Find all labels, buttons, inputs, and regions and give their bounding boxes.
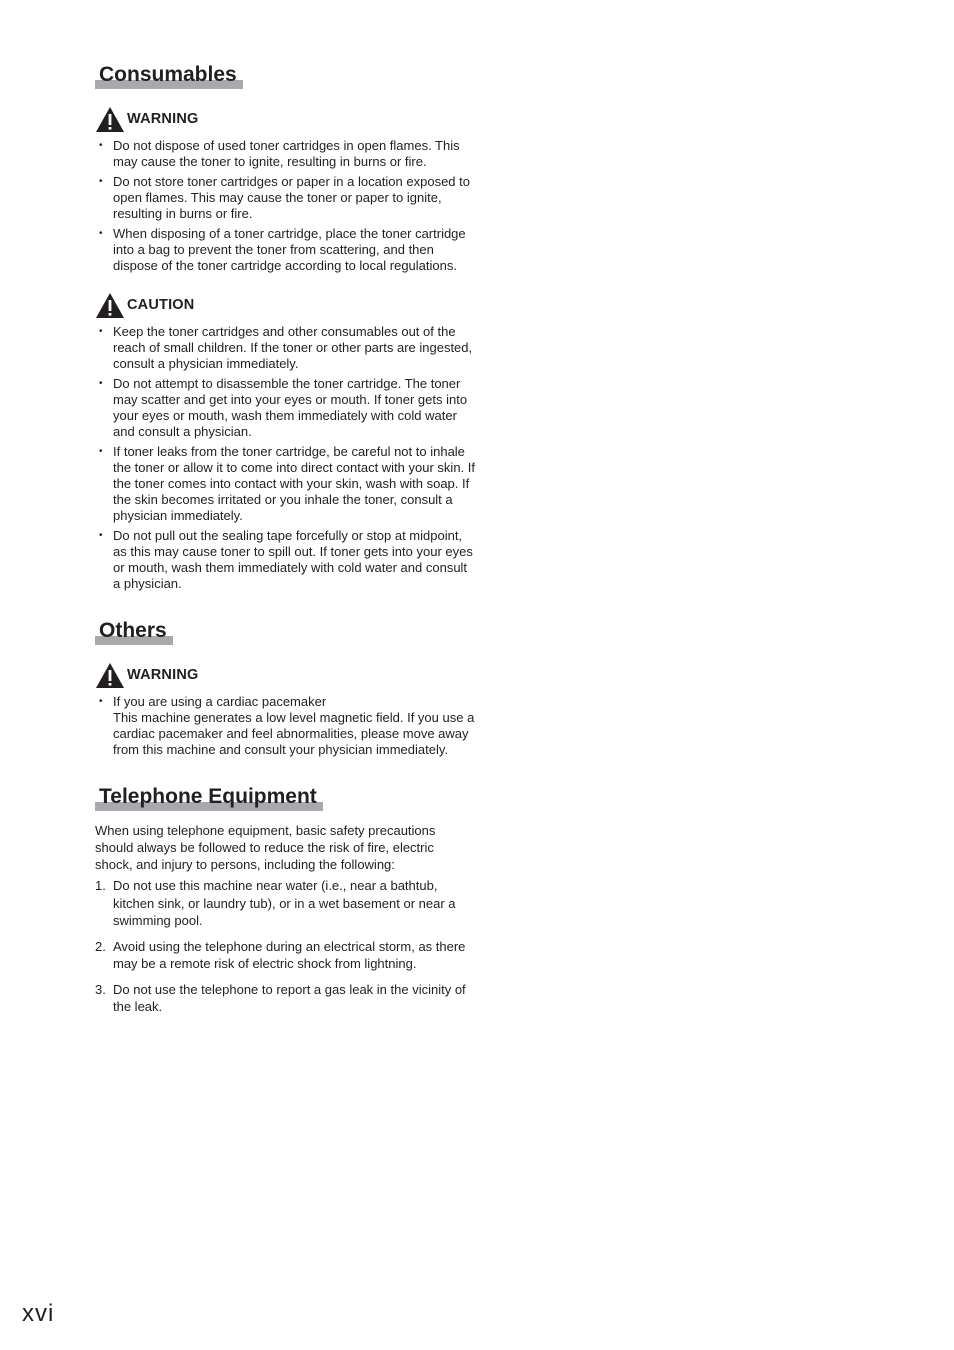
warning-notice bbox=[95, 660, 475, 690]
section-title-telephone-equipment: Telephone Equipment bbox=[99, 784, 323, 810]
telephone-intro: When using telephone equipment, basic safety precautions should always be followed to reduce the risk of fire, electric shock, and injury to persons, including the following: bbox=[95, 823, 436, 872]
list-item-body: This machine generates a low level magnetic field. If you use a cardiac pacemaker and feel abnormalities, please move away from this machine and consult your physician immediately. bbox=[113, 710, 475, 757]
list-item bbox=[95, 938, 475, 973]
warning-triangle-icon bbox=[95, 106, 125, 133]
list-item bbox=[95, 694, 475, 758]
others-warning-list bbox=[95, 694, 475, 758]
consumables-caution-list bbox=[95, 324, 475, 592]
item-text: Avoid using the telephone during an electrical storm, as there may be a remote risk of electric shock from lightning. bbox=[113, 938, 466, 971]
item-number: 2. bbox=[95, 938, 106, 954]
list-item bbox=[95, 877, 475, 930]
list-item: • Do not dispose of used toner cartridges in open flames. This may cause the toner to ignite, resulting in burns or fire. bbox=[95, 138, 475, 170]
telephone-precautions-list bbox=[95, 877, 475, 1016]
list-item: • Do not store toner cartridges or paper in a location exposed to open flames. This may cause the toner or paper to ignite, resulting in burns or fire. bbox=[95, 174, 475, 222]
warning-label: WARNING bbox=[127, 111, 199, 127]
list-item-heading: • If you are using a cardiac pacemaker bbox=[113, 694, 327, 709]
warning-notice bbox=[95, 104, 475, 134]
list-item: • Keep the toner cartridges and other consumables out of the reach of small children. If the toner or other parts are ingested, consult a physician immediately. bbox=[95, 324, 475, 372]
item-number: 3. bbox=[95, 981, 106, 997]
caution-notice bbox=[95, 290, 475, 320]
item-text: Do not use the telephone to report a gas leak in the vicinity of the leak. bbox=[113, 981, 466, 1014]
list-item: • If toner leaks from the toner cartridge, be careful not to inhale the toner or allow it to come into direct contact with your skin. If the toner comes into contact with your skin, wash with soap. If the skin becomes irritated or you inhale the toner, consult a physician immediately. bbox=[95, 444, 475, 524]
warning-triangle-icon bbox=[95, 662, 125, 689]
item-number: 1. bbox=[95, 878, 106, 893]
list-item: • Do not pull out the sealing tape forcefully or stop at midpoint, as this may cause toner to spill out. If toner gets into your eyes or mouth, wash them immediately with cold water and consult a physician. bbox=[95, 528, 475, 592]
caution-label: CAUTION bbox=[127, 297, 195, 313]
list-item: • When disposing of a toner cartridge, place the toner cartridge into a bag to prevent the toner from scattering, and then dispose of the toner cartridge according to local regulations. bbox=[95, 226, 475, 274]
consumables-warning-list bbox=[95, 138, 475, 274]
warning-label: WARNING bbox=[127, 667, 199, 683]
page-number: xvi bbox=[22, 1300, 55, 1327]
item-text: Do not use this machine near water (i.e., near a bathtub, kitchen sink, or laundry tub), or in a wet basement or near a swimming pool. bbox=[113, 878, 456, 928]
list-item: • Do not attempt to disassemble the toner cartridge. The toner may scatter and get into your eyes or mouth. If toner gets into your eyes or mouth, wash them immediately with cold water and consult a physician. bbox=[95, 376, 475, 440]
section-title-consumables: Consumables bbox=[99, 62, 243, 88]
list-item bbox=[95, 981, 475, 1016]
content-column bbox=[95, 62, 475, 1024]
warning-triangle-icon bbox=[95, 292, 125, 319]
section-title-others: Others bbox=[99, 618, 173, 644]
